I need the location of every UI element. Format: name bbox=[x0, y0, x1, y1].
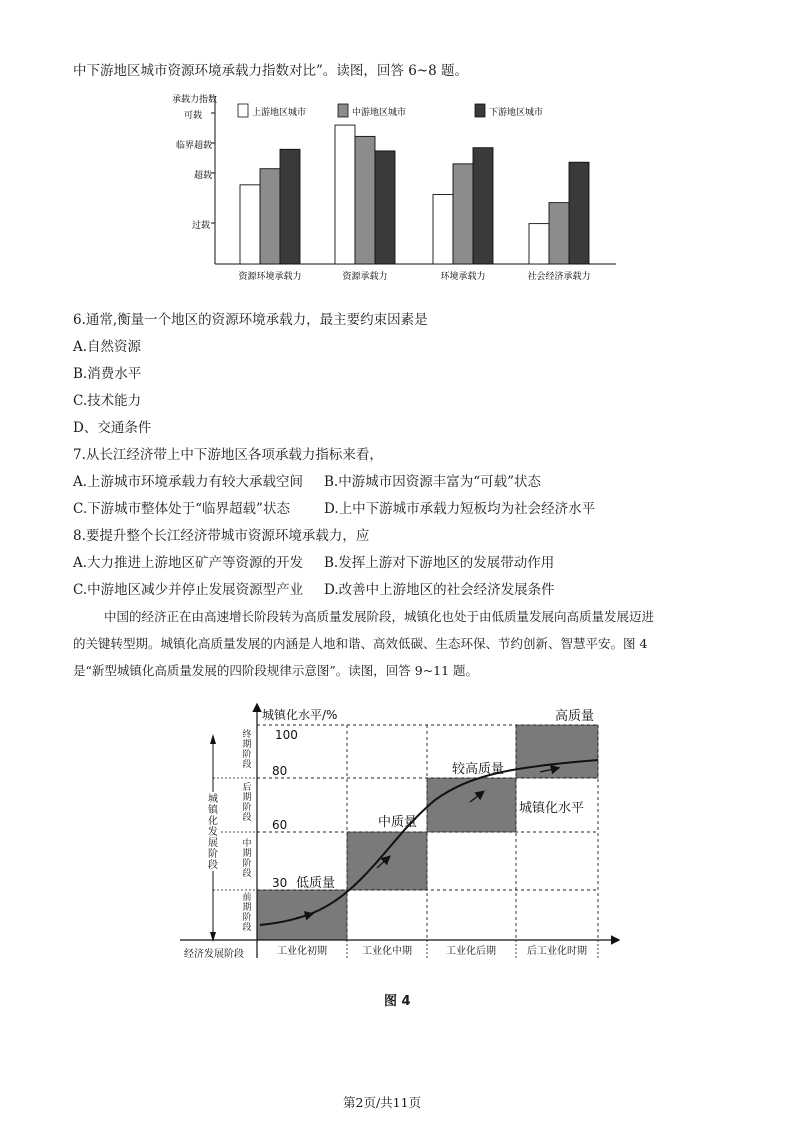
q7-option-d: D.上中下游城市承载力短板均为社会经济水平 bbox=[324, 501, 596, 517]
y-tick-label: 80 bbox=[272, 764, 288, 778]
y-level-label: 过载 bbox=[191, 221, 210, 231]
legend-swatch bbox=[338, 104, 348, 117]
q7-stem: 7.从长江经济带上中下游地区各项承载力指标来看， bbox=[73, 447, 383, 463]
category-label: 环境承载力 bbox=[440, 272, 486, 282]
y-axis-title: 城镇化水平/% bbox=[262, 708, 338, 722]
legend-label: 上游地区城市 bbox=[252, 108, 307, 118]
stage-labels bbox=[242, 728, 251, 933]
q8-option-c: C.中游地区减少并停止发展资源型产业 bbox=[73, 582, 304, 598]
low-quality-box bbox=[257, 890, 347, 940]
x-category-label: 工业化初期 bbox=[277, 946, 327, 957]
q7-option-a: A.上游城市环境承载力有较大承载空间 bbox=[73, 474, 304, 490]
chart1-bars bbox=[240, 125, 589, 264]
y-level-label: 超载 bbox=[193, 171, 212, 181]
q8-stem: 8.要提升整个长江经济带城市资源环境承载力，应 bbox=[73, 528, 370, 544]
chart1-legend bbox=[238, 104, 543, 118]
bar bbox=[473, 148, 493, 264]
q6-option-b: B.消费水平 bbox=[73, 366, 142, 382]
x-category-label: 工业化后期 bbox=[446, 946, 496, 957]
left-axis-title bbox=[207, 792, 219, 871]
legend-swatch bbox=[475, 104, 485, 117]
bar bbox=[529, 224, 549, 264]
legend-swatch bbox=[238, 104, 248, 117]
stage-label: 后期阶段 bbox=[242, 783, 252, 823]
high-quality-box bbox=[516, 725, 598, 778]
category-label: 资源环境承载力 bbox=[238, 272, 302, 282]
q7-option-b: B.中游城市因资源丰富为“可载”状态 bbox=[324, 474, 542, 490]
category-label: 资源承载力 bbox=[342, 272, 388, 282]
page-footer: 第2页/共11页 bbox=[343, 1095, 422, 1110]
quality-label: 高质量 bbox=[555, 709, 595, 724]
stage-label: 终期阶段 bbox=[242, 730, 252, 770]
bar bbox=[549, 203, 569, 264]
bar bbox=[335, 125, 355, 264]
passage-line-3: 是“新型城镇化高质量发展的四阶段规律示意图”。读图，回答 9~11 题。 bbox=[73, 663, 479, 678]
x-category-label: 工业化中期 bbox=[362, 946, 412, 957]
bar bbox=[280, 149, 300, 264]
bar bbox=[433, 195, 453, 264]
legend-label: 中游地区城市 bbox=[352, 108, 407, 118]
bar bbox=[375, 151, 395, 264]
bar bbox=[453, 164, 473, 264]
passage-line-1: 中国的经济正在由高速增长阶段转为高质量发展阶段，城镇化也处于由低质量发展向高质量发展迈进 bbox=[104, 609, 655, 624]
higher-quality-box bbox=[427, 778, 516, 832]
y-level-label: 可载 bbox=[183, 111, 202, 121]
quality-label: 较高质量 bbox=[452, 762, 505, 777]
x-axis-title: 经济发展阶段 bbox=[184, 949, 244, 960]
q6-option-c: C.技术能力 bbox=[73, 393, 142, 409]
quality-label: 低质量 bbox=[296, 876, 336, 891]
urbanization-stage-diagram bbox=[180, 700, 620, 975]
curve-label: 城镇化水平 bbox=[519, 801, 585, 816]
x-category-label: 后工业化时期 bbox=[527, 946, 587, 957]
q8-option-a: A.大力推进上游地区矿产等资源的开发 bbox=[73, 555, 304, 571]
bar bbox=[569, 162, 589, 264]
passage-line-2: 的关键转型期。城镇化高质量发展的内涵是人地和谐、高效低碳、生态环保、节约创新、智慧平安。图 4 bbox=[73, 636, 648, 651]
y-tick-label: 30 bbox=[272, 876, 288, 890]
y-tick-label: 100 bbox=[275, 728, 298, 742]
bar bbox=[355, 136, 375, 264]
chart1-y-title: 承载力指数 bbox=[172, 95, 218, 105]
bar bbox=[260, 169, 280, 264]
q6-stem: 6.通常,衡量一个地区的资源环境承载力，最主要约束因素是 bbox=[73, 312, 428, 328]
quality-label: 中质量 bbox=[378, 815, 418, 830]
q6-option-a: A.自然资源 bbox=[73, 339, 142, 355]
q6-option-d: D、交通条件 bbox=[73, 420, 152, 436]
category-label: 社会经济承载力 bbox=[527, 272, 591, 282]
stage-label: 中期阶段 bbox=[242, 839, 252, 879]
stage-label: 前期阶段 bbox=[242, 893, 252, 933]
q8-option-b: B.发挥上游对下游地区的发展带动作用 bbox=[324, 555, 555, 571]
intro-line: 中下游地区城市资源环境承载力指数对比”。读图，回答 6~8 题。 bbox=[73, 63, 468, 79]
left-axis-title-text: 城镇化发展阶段 bbox=[208, 794, 218, 871]
carrying-capacity-bar-chart bbox=[170, 88, 620, 288]
q7-option-c: C.下游城市整体处于“临界超载”状态 bbox=[73, 501, 290, 517]
q8-option-d: D.改善中上游地区的社会经济发展条件 bbox=[324, 582, 555, 598]
chart1-category-labels bbox=[238, 270, 590, 282]
legend-label: 下游地区城市 bbox=[489, 108, 544, 118]
y-tick-label: 60 bbox=[272, 818, 288, 832]
y-level-label: 临界超载 bbox=[175, 141, 212, 151]
bar bbox=[240, 185, 260, 264]
figure-caption: 图 4 bbox=[384, 994, 411, 1009]
